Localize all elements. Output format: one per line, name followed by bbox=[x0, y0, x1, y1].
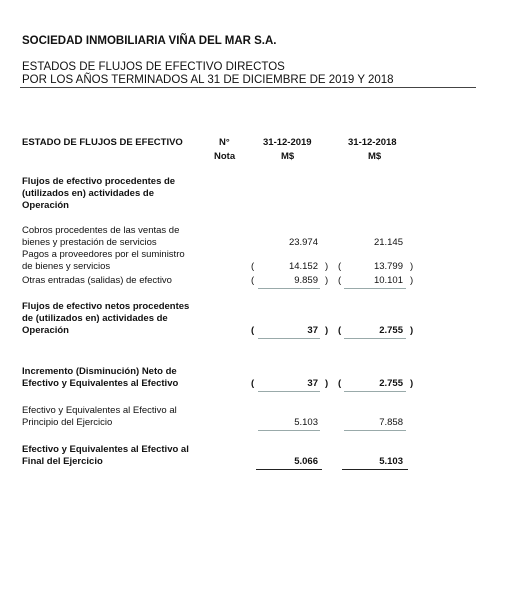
otras-2019-close: ) bbox=[325, 275, 329, 286]
net-2019-underline bbox=[258, 338, 320, 339]
report-period: POR LOS AÑOS TERMINADOS AL 31 DE DICIEMBRE DE 2019 Y 2018 bbox=[22, 74, 394, 86]
operating-heading: Flujos de efectivo procedentes de (utilizados en) actividades de Operación bbox=[22, 176, 176, 211]
incr-2018: 2.755 bbox=[379, 378, 403, 389]
statement-label-header: ESTADO DE FLUJOS DE EFECTIVO bbox=[22, 137, 183, 148]
incr-2018-open: ( bbox=[338, 378, 342, 389]
net-2018-close: ) bbox=[410, 325, 414, 336]
net-2018-underline bbox=[344, 338, 406, 339]
net-2018-open: ( bbox=[338, 325, 342, 336]
cobros-2019: 23.974 bbox=[288, 237, 318, 248]
otras-2018-underline bbox=[344, 288, 406, 289]
otras-2019: 9.859 bbox=[294, 275, 318, 286]
pagos-2018-open: ( bbox=[338, 261, 342, 272]
incr-2018-close: ) bbox=[410, 378, 414, 389]
beginning-2018-underline bbox=[344, 430, 406, 431]
unit-2019-header: M$ bbox=[281, 151, 295, 162]
ending-2019-underline bbox=[256, 469, 322, 470]
otras-2018: 10.101 bbox=[373, 275, 403, 286]
otras-2019-underline bbox=[258, 288, 320, 289]
pagos-label: Pagos a proveedores por el suministro de bienes y servicios bbox=[22, 249, 185, 272]
net-2018: 2.755 bbox=[379, 325, 403, 336]
unit-2018-header: M$ bbox=[368, 151, 382, 162]
net-2019-close: ) bbox=[325, 325, 329, 336]
beginning-2019-underline bbox=[258, 430, 320, 431]
nota-header-line2: Nota bbox=[214, 151, 236, 162]
ending-2018-underline bbox=[342, 469, 408, 470]
otras-2018-open: ( bbox=[338, 275, 342, 286]
pagos-2019: 14.152 bbox=[288, 261, 318, 272]
otras-label: Otras entradas (salidas) de efectivo bbox=[22, 275, 172, 286]
increment-heading: Incremento (Disminución) Neto de Efectivo y Equivalentes al Efectivo bbox=[22, 366, 179, 389]
incr-2019: 37 bbox=[307, 378, 318, 389]
cobros-label: Cobros procedentes de las ventas de bienes y prestación de servicios bbox=[22, 225, 180, 248]
beginning-2018: 7.858 bbox=[379, 417, 403, 428]
incr-2018-underline bbox=[344, 391, 406, 392]
pagos-2019-open: ( bbox=[251, 261, 255, 272]
company-name: SOCIEDAD INMOBILIARIA VIÑA DEL MAR S.A. bbox=[22, 35, 277, 47]
otras-2019-open: ( bbox=[251, 275, 255, 286]
incr-2019-close: ) bbox=[325, 378, 329, 389]
year-2019-header: 31-12-2019 bbox=[263, 137, 312, 148]
nota-header-line1: N° bbox=[219, 137, 230, 148]
beginning-cash-label: Efectivo y Equivalentes al Efectivo al Principio del Ejercicio bbox=[22, 405, 177, 428]
net-operating-heading: Flujos de efectivo netos procedentes de (utilizados en) actividades de Operación bbox=[22, 301, 190, 336]
pagos-2018-close: ) bbox=[410, 261, 414, 272]
incr-2019-open: ( bbox=[251, 378, 255, 389]
cobros-2018: 21.145 bbox=[373, 237, 403, 248]
year-2018-header: 31-12-2018 bbox=[348, 137, 397, 148]
report-title: ESTADOS DE FLUJOS DE EFECTIVO DIRECTOS bbox=[22, 61, 285, 73]
ending-2019: 5.066 bbox=[294, 456, 318, 467]
otras-2018-close: ) bbox=[410, 275, 414, 286]
header-divider bbox=[20, 87, 476, 88]
net-2019: 37 bbox=[307, 325, 318, 336]
pagos-2019-close: ) bbox=[325, 261, 329, 272]
pagos-2018: 13.799 bbox=[373, 261, 403, 272]
beginning-2019: 5.103 bbox=[294, 417, 318, 428]
ending-cash-heading: Efectivo y Equivalentes al Efectivo al Final del Ejercicio bbox=[22, 444, 189, 467]
ending-2018: 5.103 bbox=[379, 456, 403, 467]
incr-2019-underline bbox=[258, 391, 320, 392]
net-2019-open: ( bbox=[251, 325, 255, 336]
